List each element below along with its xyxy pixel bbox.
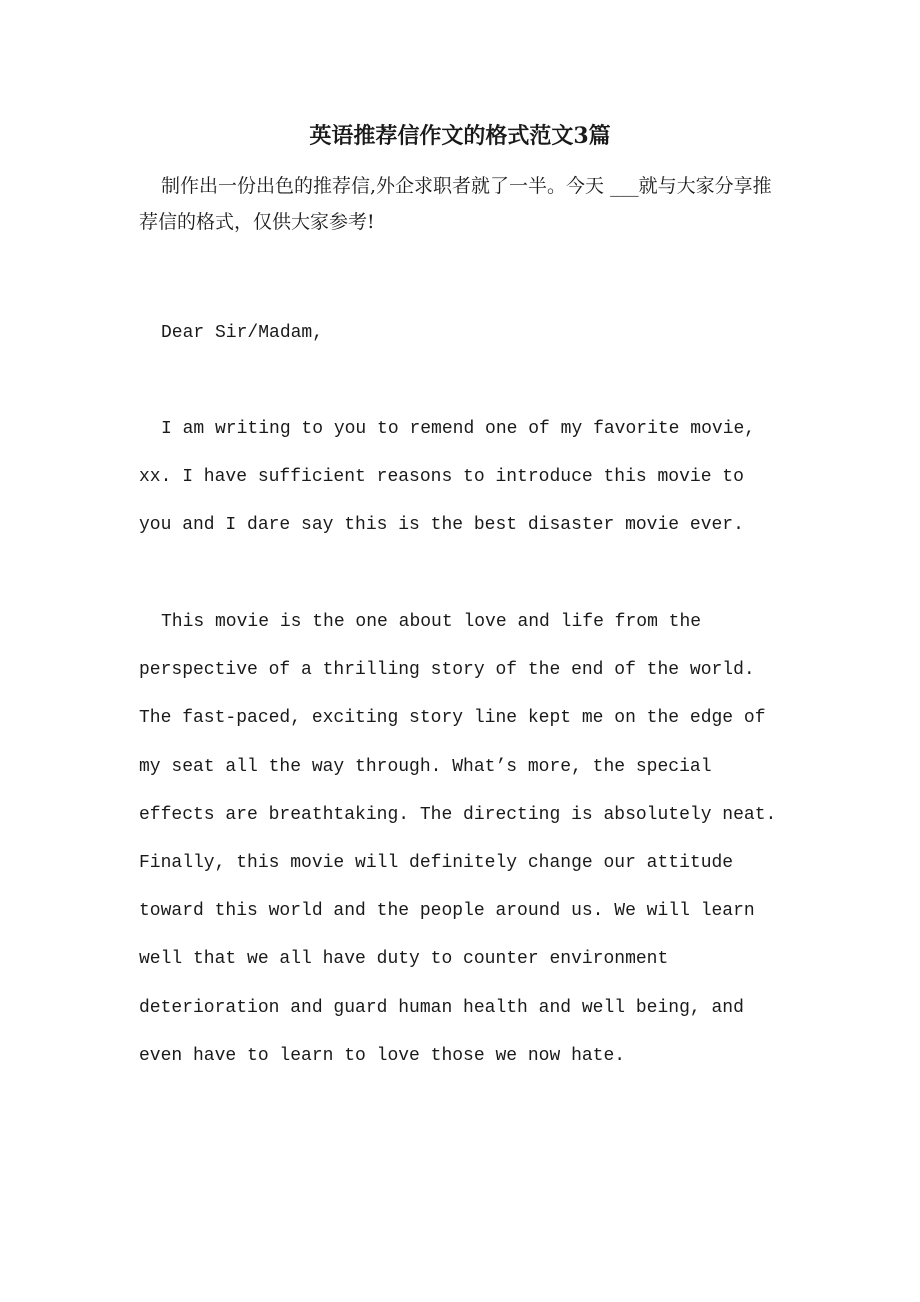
document-title: 英语推荐信作文的格式范文3篇 [309,123,611,149]
paragraph-2-text: This movie is the one about love and life from the perspective of a thrilling story of the end of the world. The fast-paced, exciting story line kept me on the edge of my seat all the way through. What’s more, the special effects are breathtaking. The directing is absolutely neat. Finally, this movie will definitely change our attitude toward this world and the people around us. We will learn well that we all have duty to counter environment deterioration and guard human health and well being, and even have to learn to love those we now hate. [139,612,777,1066]
paragraph-1-text: I am writing to you to remend one of my favorite movie, xx. I have sufficient reasons to introduce this movie to you and I dare say this is the best disaster movie ever. [139,419,756,536]
intro-paragraph: 制作出一份出色的推荐信,外企求职者就了一半。今天 ___就与大家分享推荐信的格式，仅供大家参考! [139,175,772,233]
letter-paragraph-1 [139,405,789,550]
letter-paragraph-2 [139,598,789,1080]
salutation-text: Dear Sir/Madam, [161,323,324,343]
letter-salutation [139,309,789,357]
